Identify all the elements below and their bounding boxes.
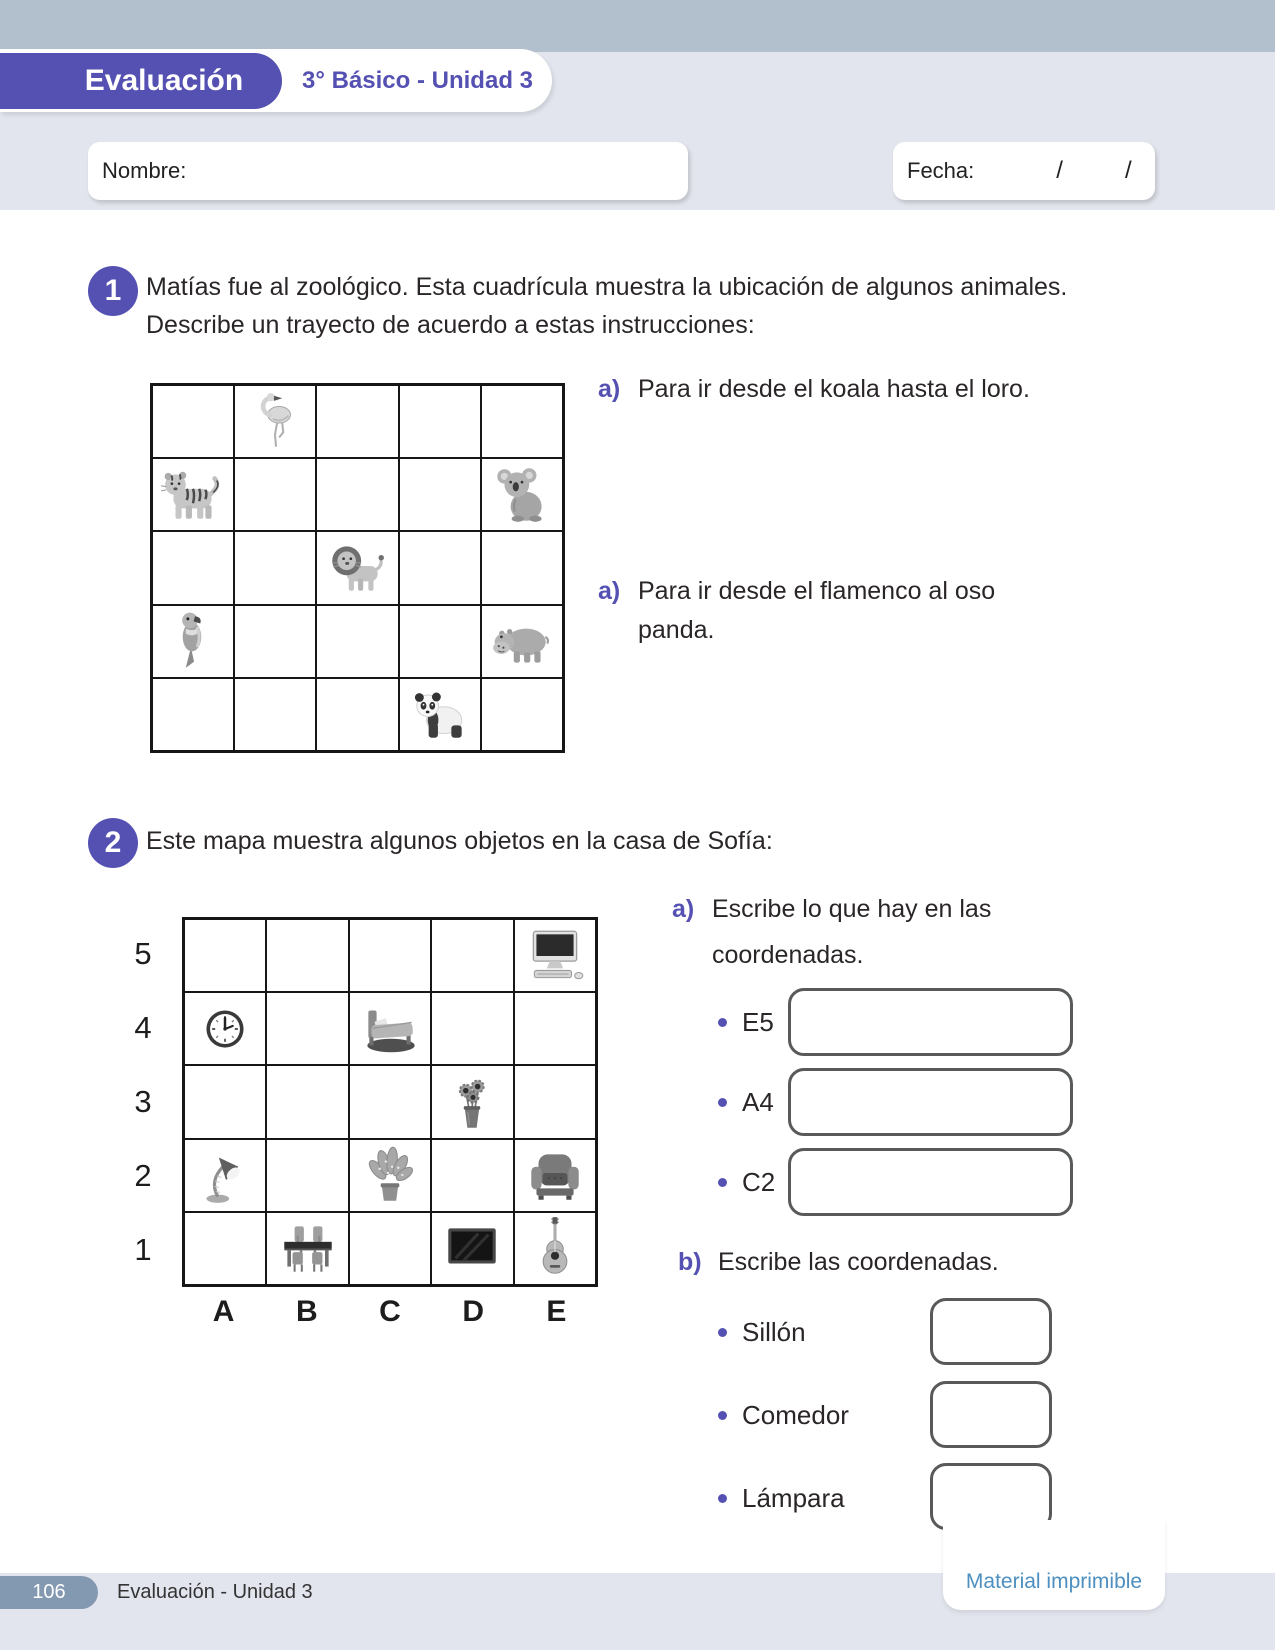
question-1-number-label: 1 <box>104 274 122 307</box>
zoo-grid <box>150 383 565 753</box>
armchair-icon <box>519 1142 591 1208</box>
guitar-icon <box>519 1215 591 1281</box>
computer-icon <box>519 923 591 989</box>
grid-cell-r3c2 <box>234 531 316 604</box>
object-label: Lámpara <box>742 1482 845 1513</box>
footer-label: Evaluación - Unidad 3 <box>117 1581 313 1603</box>
grid-cell-r2c5 <box>514 992 596 1065</box>
lion-icon <box>321 535 393 601</box>
koala-icon <box>486 462 558 528</box>
grid-cell-r2c2 <box>266 992 348 1065</box>
grid-cell-r5c4 <box>431 1212 513 1285</box>
grid-cell-r4c2 <box>234 605 316 678</box>
bullet-c2 <box>718 1164 775 1200</box>
flowers-icon <box>436 1069 508 1135</box>
name-label: Nombre: <box>102 158 187 183</box>
tiger-icon <box>157 462 229 528</box>
date-slash: / <box>1124 157 1132 184</box>
bullet-sillon <box>718 1314 806 1350</box>
grid-cell-r1c4 <box>399 385 481 458</box>
grid-cell-r2c4 <box>399 458 481 531</box>
grid-cell-r4c3 <box>316 605 398 678</box>
grid-cell-r4c2 <box>266 1139 348 1212</box>
grid-row-label: 1 <box>134 1232 152 1267</box>
answer-box-a4[interactable] <box>788 1068 1073 1136</box>
answer-box-c2[interactable] <box>788 1148 1073 1216</box>
bullet-dot <box>718 1328 727 1337</box>
grid-cell-r2c5 <box>481 458 563 531</box>
date-slash: / <box>1056 157 1063 184</box>
date-field[interactable] <box>893 142 1155 200</box>
map-grid-col-labels <box>182 1294 598 1330</box>
grid-cell-r4c4 <box>431 1139 513 1212</box>
coordinate-label: C2 <box>742 1166 776 1197</box>
question-2-part-b <box>678 1243 1098 1282</box>
header-badge <box>0 53 282 109</box>
panda-icon <box>404 681 476 747</box>
part-text: Escribe las coordenadas. <box>718 1248 999 1276</box>
grid-cell-r1c1 <box>184 919 266 992</box>
part-label: a) <box>672 895 695 923</box>
grid-cell-r5c3 <box>316 678 398 751</box>
page-number-badge <box>0 1576 98 1609</box>
grid-cell-r1c4 <box>431 919 513 992</box>
object-label: Sillón <box>742 1316 806 1347</box>
grid-cell-r1c5 <box>514 919 596 992</box>
grid-cell-r3c4 <box>399 531 481 604</box>
grid-row-label: 4 <box>134 1010 152 1045</box>
part-label: b) <box>678 1248 702 1276</box>
grid-cell-r1c3 <box>316 385 398 458</box>
bullet-a4 <box>718 1084 774 1120</box>
part-text: Para ir desde el flamenco al oso panda. <box>638 577 996 644</box>
grid-cell-r3c3 <box>349 1065 431 1138</box>
grid-col-label: D <box>462 1295 485 1328</box>
grid-cell-r4c5 <box>481 605 563 678</box>
part-text: Para ir desde el koala hasta el loro. <box>638 375 1030 403</box>
grid-cell-r5c2 <box>266 1212 348 1285</box>
parrot-icon <box>157 608 229 674</box>
grid-cell-r2c2 <box>234 458 316 531</box>
answer-box-e5[interactable] <box>788 988 1073 1056</box>
grid-cell-r3c4 <box>431 1065 513 1138</box>
part-label: a) <box>598 577 621 605</box>
grid-cell-r1c2 <box>234 385 316 458</box>
grid-cell-r5c5 <box>514 1212 596 1285</box>
question-2-part-a <box>672 886 1052 979</box>
bullet-dot <box>718 1018 727 1027</box>
grid-col-label: E <box>546 1295 567 1328</box>
bullet-dot <box>718 1098 727 1107</box>
bullet-e5 <box>718 1004 774 1040</box>
grid-cell-r5c5 <box>481 678 563 751</box>
grid-cell-r1c2 <box>266 919 348 992</box>
coordinate-label: E5 <box>742 1006 774 1037</box>
bullet-dot <box>718 1411 727 1420</box>
question-2-number-label: 2 <box>104 826 122 859</box>
question-1-text: Matías fue al zoológico. Esta cuadrícula muestra la ubicación de algunos animales. Describe un trayecto de acuerdo a estas instrucciones: <box>146 273 1068 339</box>
grid-cell-r1c5 <box>481 385 563 458</box>
name-field[interactable] <box>88 142 688 200</box>
question-1-number <box>88 266 138 316</box>
grid-cell-r4c3 <box>349 1139 431 1212</box>
part-text: Escribe lo que hay en las coordenadas. <box>712 895 992 970</box>
flamingo-icon <box>239 389 311 455</box>
grid-cell-r4c5 <box>514 1139 596 1212</box>
grid-cell-r5c1 <box>184 1212 266 1285</box>
page-number: 106 <box>32 1581 66 1603</box>
question-1-part-b <box>598 572 1038 650</box>
printable-label: Material imprimible <box>965 1570 1143 1593</box>
bed-icon <box>354 996 426 1062</box>
grid-cell-r2c3 <box>316 458 398 531</box>
grid-row-label: 2 <box>134 1158 152 1193</box>
grid-cell-r5c2 <box>234 678 316 751</box>
answer-box-comedor[interactable] <box>930 1381 1052 1448</box>
header-subtitle: 3° Básico - Unidad 3 <box>302 66 533 94</box>
grid-cell-r2c1 <box>184 992 266 1065</box>
bullet-comedor <box>718 1397 849 1433</box>
printable-tag <box>943 1520 1165 1610</box>
grid-row-label: 5 <box>134 936 152 971</box>
grid-cell-r4c4 <box>399 605 481 678</box>
grid-cell-r2c4 <box>431 992 513 1065</box>
part-label: a) <box>598 375 621 403</box>
grid-cell-r3c2 <box>266 1065 348 1138</box>
grid-cell-r5c3 <box>349 1212 431 1285</box>
grid-cell-r5c1 <box>152 678 234 751</box>
question-2-number <box>88 818 138 868</box>
grid-col-label: A <box>212 1295 235 1328</box>
plant-icon <box>354 1142 426 1208</box>
question-1-part-a <box>598 370 1038 409</box>
grid-cell-r5c4 <box>399 678 481 751</box>
clock-icon <box>189 996 261 1062</box>
house-map-grid <box>182 917 598 1287</box>
map-grid-row-labels <box>116 917 170 1287</box>
bullet-lampara <box>718 1480 845 1516</box>
lamp-icon <box>189 1142 261 1208</box>
grid-cell-r2c3 <box>349 992 431 1065</box>
grid-cell-r3c5 <box>514 1065 596 1138</box>
table-icon <box>272 1215 344 1281</box>
hippo-icon <box>486 608 558 674</box>
question-2-text: Este mapa muestra algunos objetos en la casa de Sofía: <box>146 827 773 855</box>
grid-cell-r4c1 <box>184 1139 266 1212</box>
answer-box-sillon[interactable] <box>930 1298 1052 1365</box>
grid-cell-r1c1 <box>152 385 234 458</box>
grid-col-label: B <box>295 1295 318 1328</box>
bullet-dot <box>718 1178 727 1187</box>
grid-cell-r1c3 <box>349 919 431 992</box>
grid-cell-r3c3 <box>316 531 398 604</box>
grid-row-label: 3 <box>134 1084 152 1119</box>
grid-cell-r3c5 <box>481 531 563 604</box>
grid-cell-r2c1 <box>152 458 234 531</box>
tv-icon <box>436 1215 508 1281</box>
date-label: Fecha: <box>907 158 975 183</box>
grid-cell-r3c1 <box>152 531 234 604</box>
object-label: Comedor <box>742 1399 849 1430</box>
header-badge-label: Evaluación <box>84 64 244 97</box>
bullet-dot <box>718 1494 727 1503</box>
grid-col-label: C <box>379 1295 401 1328</box>
coordinate-label: A4 <box>742 1086 774 1117</box>
grid-cell-r4c1 <box>152 605 234 678</box>
top-band <box>0 0 1275 52</box>
grid-cell-r3c1 <box>184 1065 266 1138</box>
